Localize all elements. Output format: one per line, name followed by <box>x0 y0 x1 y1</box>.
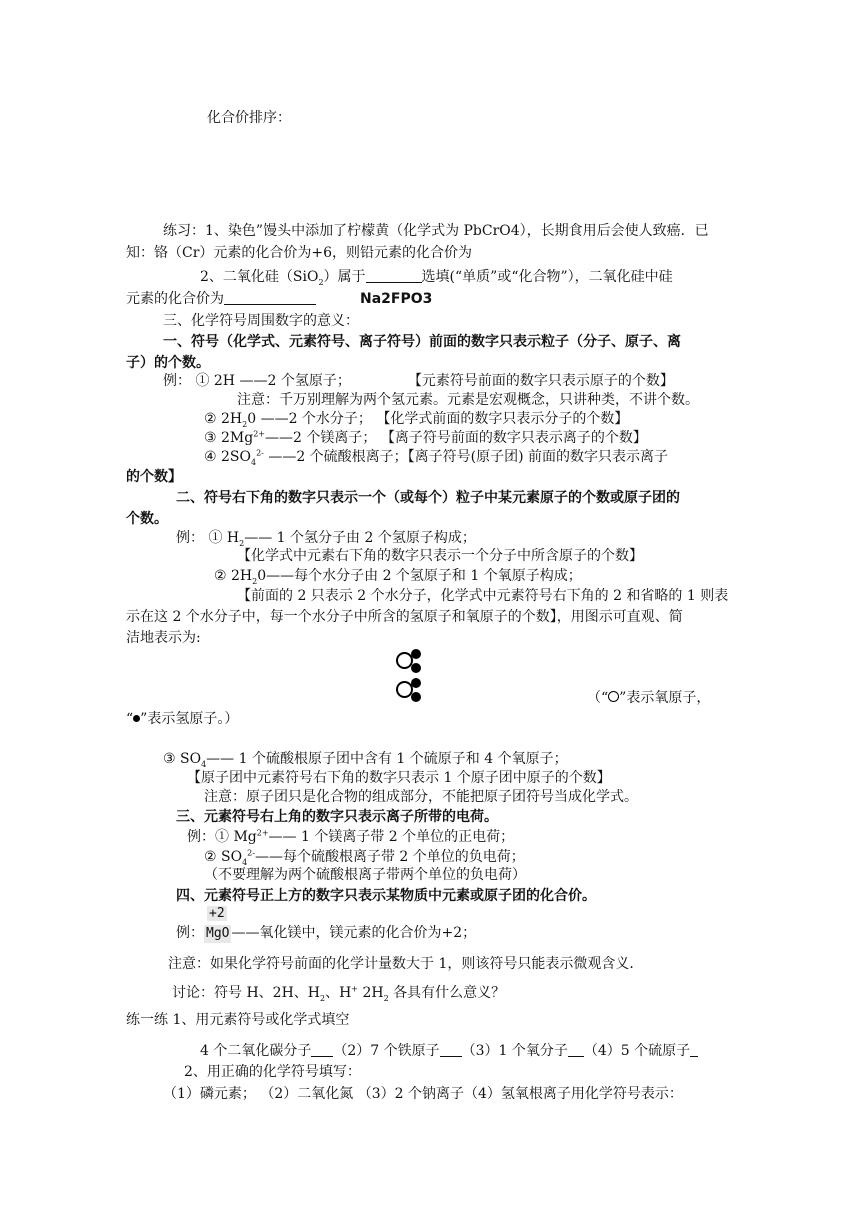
text-span: （2）7 个铁原子 <box>333 1043 440 1059</box>
text-span: ”表示氧原子， <box>619 690 711 706</box>
text-span: 、H <box>325 985 352 1001</box>
subscript: 2 <box>319 993 326 1003</box>
text-span: 0——每个水分子由 2 个氢原子和 1 个氧原子构成； <box>257 568 582 584</box>
text-span: 4 个二氧化碳分子 <box>200 1043 312 1059</box>
text-line <box>204 429 647 447</box>
text-span: ② 2H <box>204 411 243 427</box>
hydrogen-atom-icon <box>411 649 421 659</box>
text-span: ③ 2Mg <box>204 430 254 446</box>
fill-blank[interactable] <box>224 290 316 305</box>
subscript: 4 <box>242 857 248 867</box>
text-span: ）属于 <box>323 269 366 285</box>
hydrogen-atom-icon <box>411 663 421 673</box>
text-line <box>204 848 525 866</box>
subscript: 2 <box>239 538 245 548</box>
text-span: ——每个硫酸根离子带 2 个单位的负电荷； <box>254 849 525 865</box>
text-span: （4）5 个硫原子 <box>583 1043 691 1059</box>
subscript: 4 <box>201 759 207 769</box>
hydrogen-atom-icon <box>411 692 421 702</box>
text-span: 各具有什么意义？ <box>388 985 506 1001</box>
text-span: ③ SO <box>163 751 202 767</box>
subscript: 2 <box>318 277 324 287</box>
text-line: 注意：千万别理解为两个氢元素。元素是宏观概念，只讲种类，不讲个数。 <box>237 392 699 408</box>
text-span: 例： ① 2H ——2 个氢原子； <box>163 373 351 389</box>
text-span: ——2 个镁离子； 【离子符号前面的数字只表示离子的个数】 <box>265 430 647 446</box>
text-line: 子）的个数。 <box>126 355 210 371</box>
fill-blank[interactable] <box>366 268 422 283</box>
subscript: 4 <box>250 457 257 467</box>
section-heading: 练一练 1、用元素符号或化学式填空 <box>126 1012 350 1028</box>
section-heading: 三、元素符号右上角的数字只表示离子所带的电荷。 <box>176 809 498 825</box>
hydrogen-atom-icon <box>411 678 421 688</box>
text-line <box>204 410 628 428</box>
text-line: 洁地表示为: <box>126 630 201 646</box>
text-line: 【化学式中元素右下角的数字只表示一个分子中所含原子的个数】 <box>237 548 643 564</box>
text-line: 练习：1、染色”馒头中添加了柠檬黄（化学式为 PbCrO4），长期食用后会使人致癌．已 <box>163 223 709 239</box>
text-line: （1）磷元素； （2）二氧化氮 （3）2 个钠离子（4）氢氧根离子用化学符号表示： <box>163 1086 683 1102</box>
text-span: ——2 个硫酸根离子；【离子符号(原子团) 前面的数字只表示离子 <box>263 449 669 465</box>
fill-blank[interactable] <box>311 1042 333 1057</box>
fill-blank[interactable] <box>690 1042 698 1057</box>
text-span: —— 1 个硫酸根原子团中含有 1 个硫原子和 4 个氧原子； <box>206 751 568 767</box>
section-heading: 三、化学符号周围数字的意义： <box>163 313 359 329</box>
text-span: 讨论：符号 H、2H、H <box>172 985 320 1001</box>
text-line <box>126 290 432 308</box>
section-heading: 二、符号右下角的数字只表示一个（或每个）粒子中某元素原子的个数或原子团的 <box>176 490 680 506</box>
fill-blank[interactable] <box>440 1042 462 1057</box>
text-line: 个数。 <box>126 511 168 527</box>
text-span: 【元素符号前面的数字只表示原子的个数】 <box>414 373 674 389</box>
oxygen-atom-icon <box>608 691 619 702</box>
text-span: ② SO <box>204 849 243 865</box>
text-line: 【前面的 2 只表示 2 个水分子，化学式中元素符号右下角的 2 和省略的 1 则表 <box>237 588 729 604</box>
text-line <box>172 984 505 1002</box>
valence-mark: +2 <box>209 906 225 921</box>
text-line: 化合价排序： <box>207 110 291 126</box>
text-line <box>163 372 674 390</box>
text-span: —— 1 个氢分子由 2 个氢原子构成； <box>244 530 476 546</box>
text-line <box>200 268 673 286</box>
text-line: 注意：原子团只是化合物的组成部分，不能把原子团符号当成化学式。 <box>204 789 638 805</box>
text-span: 例： ① H <box>176 530 240 546</box>
text-line: 2、用正确的化学符号填写： <box>184 1064 361 1080</box>
legend-line <box>126 710 238 728</box>
formula-label: Na2FPO3 <box>360 291 433 307</box>
text-line <box>204 448 668 466</box>
text-line: 的个数】 <box>126 469 182 485</box>
formula-image: MgO <box>206 926 230 941</box>
text-line <box>214 567 582 585</box>
text-span: 0 ——2 个水分子； 【化学式前面的数字只表示分子的个数】 <box>247 411 629 427</box>
text-line: （不要理解为两个硫酸根离子带两个单位的负电荷） <box>204 867 526 883</box>
water-molecule-icon <box>396 677 426 705</box>
text-span: （3）1 个氧分子 <box>461 1043 568 1059</box>
water-molecule-icon <box>396 648 426 676</box>
text-span: ② 2H <box>214 568 253 584</box>
text-line: 注意：如果化学符号前面的化学计量数大于 1，则该符号只能表示微观含义． <box>168 956 644 972</box>
text-span: 例：① Mg <box>187 829 257 845</box>
text-span: —— 1 个镁离子带 2 个单位的正电荷； <box>268 829 515 845</box>
text-span: 选填(“单质”或“化合物”），二氧化硅中硅 <box>421 269 673 285</box>
text-span: 例： <box>176 925 204 941</box>
text-line: 【原子团中元素符号右下角的数字只表示 1 个原子团中原子的个数】 <box>187 770 611 786</box>
superscript: 2- <box>247 848 255 858</box>
section-heading: 四、元素符号正上方的数字只表示某物质中元素或原子团的化合价。 <box>176 888 596 904</box>
text-line <box>176 529 476 547</box>
text-span: 2H <box>358 985 384 1001</box>
superscript: + <box>351 984 358 994</box>
superscript: 2+ <box>256 828 269 838</box>
text-span: （“ <box>587 690 609 706</box>
superscript: 2- <box>256 448 264 458</box>
text-span: ”表示氢原子。） <box>140 711 239 727</box>
text-span: ④ 2SO <box>204 449 251 465</box>
superscript: 2+ <box>253 429 266 439</box>
section-heading: 一、符号（化学式、元素符号、离子符号）前面的数字只表示粒子（分子、原子、离 <box>163 334 681 350</box>
legend-line <box>587 689 710 707</box>
subscript: 2 <box>242 419 248 429</box>
text-line: 知：铬（Cr）元素的化合价为+6，则铅元素的化合价为 <box>126 245 473 261</box>
text-line <box>163 750 568 768</box>
text-line <box>176 924 476 943</box>
text-line <box>200 1042 698 1060</box>
text-span: 2、二氧化硅（SiO <box>200 269 319 285</box>
subscript: 2 <box>383 993 389 1003</box>
text-span: “ <box>126 711 134 727</box>
subscript: 2 <box>252 576 258 586</box>
text-line: 示在这 2 个水分子中，每一个水分子中所含的氢原子和氧原子的个数】，用图示可直观、简 <box>126 609 683 625</box>
fill-blank[interactable] <box>568 1042 584 1057</box>
text-line <box>187 828 514 846</box>
text-span: 元素的化合价为 <box>126 291 224 307</box>
text-span: ——氧化镁中，镁元素的化合价为+2； <box>231 925 477 941</box>
